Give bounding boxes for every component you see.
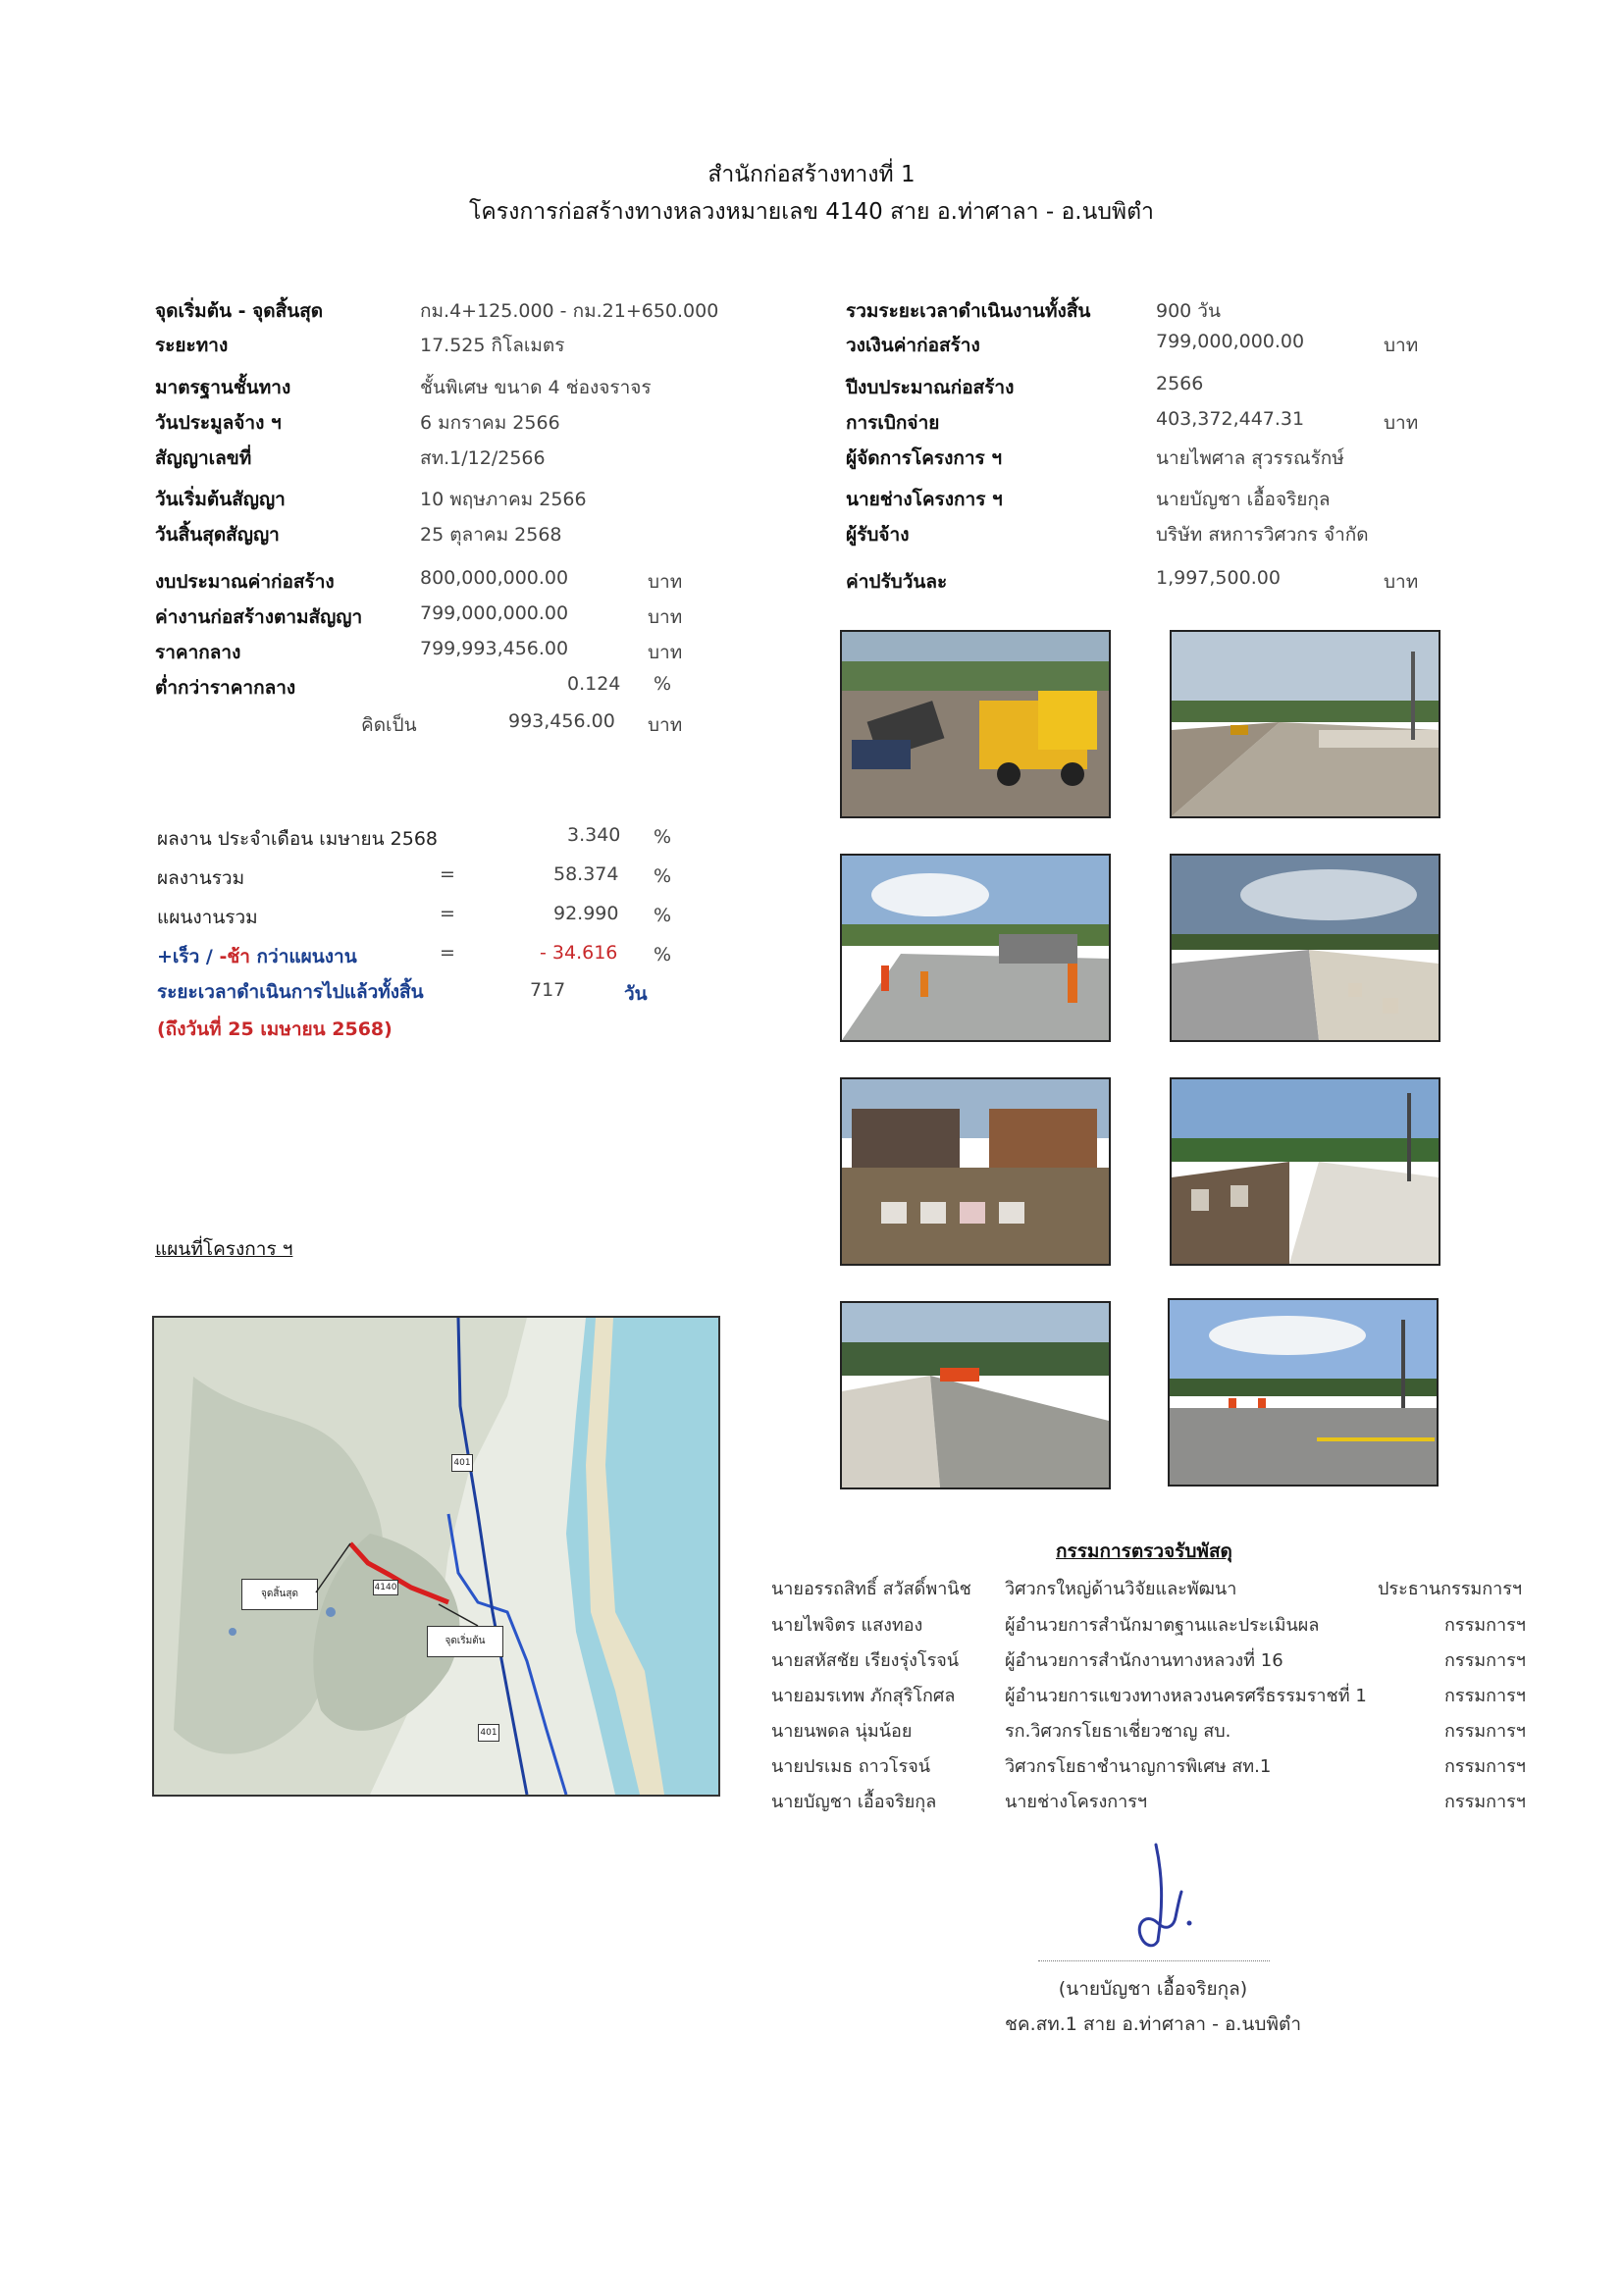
signature-line bbox=[1038, 1960, 1270, 1961]
ahead-behind-unit: % bbox=[654, 944, 672, 965]
monthly-progress-value: 3.340 bbox=[567, 824, 621, 846]
equivalent-label: คิดเป็น bbox=[361, 714, 417, 736]
committee-member-position: ผู้อำนวยการสำนักงานทางหลวงที่ 16 bbox=[1005, 1650, 1283, 1671]
construction-amount-unit: บาท bbox=[1384, 335, 1419, 356]
equivalent-unit: บาท bbox=[648, 714, 683, 736]
committee-member-name: นายสหัสชัย เรียงรุ่งโรจน์ bbox=[771, 1650, 960, 1671]
monthly-progress-unit: % bbox=[654, 826, 672, 848]
committee-member-name: นายนพดล นุ่มน้อย bbox=[771, 1721, 913, 1742]
ahead-behind-value: - 34.616 bbox=[540, 942, 618, 964]
start-end-value: กม.4+125.000 - กม.21+650.000 bbox=[420, 300, 719, 322]
contract-no-label: สัญญาเลขที่ bbox=[155, 447, 252, 469]
map-heading: แผนที่โครงการ ฯ bbox=[155, 1238, 293, 1260]
plan-progress-unit: % bbox=[654, 905, 672, 926]
disbursement-unit: บาท bbox=[1384, 412, 1419, 434]
median-price-label: ราคากลาง bbox=[155, 642, 241, 663]
site-photo-completed-lanes bbox=[1170, 854, 1440, 1042]
highway-401-marker-bottom: 401 bbox=[478, 1724, 499, 1742]
site-photo-concrete-paving-crew bbox=[840, 854, 1111, 1042]
committee-member-name: นายปรเมธ ถาวโรจน์ bbox=[771, 1756, 931, 1777]
contract-end-value: 25 ตุลาคม 2568 bbox=[420, 524, 562, 546]
ahead-behind-eq: = bbox=[440, 942, 455, 964]
contract-value-unit: บาท bbox=[648, 606, 683, 628]
elapsed-unit: วัน bbox=[624, 983, 648, 1005]
distance-value: 17.525 กิโลเมตร bbox=[420, 335, 565, 356]
plan-progress-eq: = bbox=[440, 903, 455, 924]
committee-member-position: วิศวกรใหญ่ด้านวิจัยและพัฒนา bbox=[1005, 1579, 1237, 1599]
end-point-label: จุดสิ้นสุด bbox=[241, 1579, 318, 1610]
ahead-text: +เร็ว bbox=[157, 946, 200, 967]
committee-member-role: ประธานกรรมการฯ bbox=[1378, 1579, 1523, 1599]
route-4140-marker: 4140 bbox=[373, 1580, 398, 1595]
penalty-value: 1,997,500.00 bbox=[1156, 567, 1281, 589]
separator-text: / bbox=[199, 946, 220, 967]
committee-member-name: นายอรรถสิทธิ์ สวัสดิ์พานิช bbox=[771, 1579, 971, 1599]
vs-plan-text: กว่าแผนงาน bbox=[249, 946, 357, 967]
median-price-unit: บาท bbox=[648, 642, 683, 663]
contractor-label: ผู้รับจ้าง bbox=[846, 524, 910, 546]
highway-401-marker-top: 401 bbox=[451, 1454, 473, 1472]
duration-value: 900 วัน bbox=[1156, 300, 1221, 322]
budget-unit: บาท bbox=[648, 571, 683, 593]
fiscal-year-value: 2566 bbox=[1156, 373, 1204, 394]
distance-label: ระยะทาง bbox=[155, 335, 229, 356]
site-photo-road-barriers bbox=[1170, 630, 1440, 818]
committee-member-position: รก.วิศวกรโยธาเชี่ยวชาญ สบ. bbox=[1005, 1721, 1231, 1742]
office-title: สำนักก่อสร้างทางที่ 1 bbox=[707, 162, 916, 187]
committee-member-role: กรรมการฯ bbox=[1444, 1721, 1526, 1742]
elapsed-value: 717 bbox=[530, 979, 566, 1001]
penalty-label: ค่าปรับวันละ bbox=[846, 571, 948, 593]
signer-title: ชค.สท.1 สาย อ.ท่าศาลา - อ.นบพิตำ bbox=[1004, 2013, 1302, 2035]
duration-label: รวมระยะเวลาดำเนินงานทั้งสิ้น bbox=[846, 300, 1091, 322]
committee-member-position: ผู้อำนวยการสำนักมาตฐานและประเมินผล bbox=[1005, 1615, 1320, 1636]
handwritten-signature bbox=[1119, 1833, 1217, 1960]
total-progress-value: 58.374 bbox=[553, 863, 619, 885]
road-standard-value: ชั้นพิเศษ ขนาด 4 ช่องจราจร bbox=[420, 377, 652, 398]
site-photo-curb-and-lane bbox=[1170, 1077, 1440, 1266]
bid-date-label: วันประมูลจ้าง ฯ bbox=[155, 412, 282, 434]
committee-member-role: กรรมการฯ bbox=[1444, 1792, 1526, 1812]
label-leader-lines bbox=[154, 1318, 718, 1795]
contractor-value: บริษัท สหการวิศวกร จำกัด bbox=[1156, 524, 1369, 546]
elapsed-label: ระยะเวลาดำเนินการไปแล้วทั้งสิ้น bbox=[157, 981, 424, 1003]
site-photo-paving-machine-truck bbox=[840, 630, 1111, 818]
project-engineer-value: นายบัญชา เอื้อจริยกุล bbox=[1156, 489, 1331, 510]
committee-member-role: กรรมการฯ bbox=[1444, 1650, 1526, 1671]
committee-member-position: นายช่างโครงการฯ bbox=[1005, 1792, 1148, 1812]
contract-end-label: วันสิ้นสุดสัญญา bbox=[155, 524, 280, 546]
construction-amount-value: 799,000,000.00 bbox=[1156, 331, 1305, 352]
road-standard-label: มาตรฐานชั้นทาง bbox=[155, 377, 291, 398]
project-engineer-label: นายช่างโครงการ ฯ bbox=[846, 489, 1003, 510]
project-map bbox=[152, 1316, 720, 1797]
committee-heading: กรรมการตรวจรับพัสดุ bbox=[1056, 1540, 1232, 1562]
below-median-label: ต่ำกว่าราคากลาง bbox=[155, 677, 296, 699]
signer-name: (นายบัญชา เอื้อจริยกุล) bbox=[1058, 1978, 1248, 2000]
project-title: โครงการก่อสร้างทางหลวงหมายเลข 4140 สาย อ.ท่าศาลา - อ.นบพิตำ bbox=[469, 199, 1154, 225]
budget-label: งบประมาณค่าก่อสร้าง bbox=[155, 571, 335, 593]
median-price-value: 799,993,456.00 bbox=[420, 638, 569, 659]
committee-member-position: ผู้อำนวยการแขวงทางหลวงนครศรีธรรมราชที่ 1 bbox=[1005, 1686, 1367, 1706]
site-photo-road-with-signs bbox=[1168, 1298, 1439, 1487]
contract-start-label: วันเริ่มต้นสัญญา bbox=[155, 489, 286, 510]
penalty-unit: บาท bbox=[1384, 571, 1419, 593]
committee-member-name: นายบัญชา เอื้อจริยกุล bbox=[771, 1792, 937, 1812]
project-manager-label: ผู้จัดการโครงการ ฯ bbox=[846, 447, 1003, 469]
equivalent-value: 993,456.00 bbox=[508, 710, 615, 732]
start-point-label: จุดเริ่มต้น bbox=[427, 1626, 503, 1657]
monthly-progress-label: ผลงาน ประจำเดือน เมษายน 2568 bbox=[157, 828, 439, 850]
start-end-label: จุดเริ่มต้น - จุดสิ้นสุด bbox=[155, 300, 324, 322]
committee-member-name: นายไพจิตร แสงทอง bbox=[771, 1615, 923, 1636]
construction-amount-label: วงเงินค่าก่อสร้าง bbox=[846, 335, 980, 356]
total-progress-eq: = bbox=[440, 863, 455, 885]
plan-progress-value: 92.990 bbox=[553, 903, 619, 924]
total-progress-label: ผลงานรวม bbox=[157, 867, 245, 889]
budget-value: 800,000,000.00 bbox=[420, 567, 569, 589]
site-photo-drainage-work bbox=[840, 1077, 1111, 1266]
contract-start-value: 10 พฤษภาคม 2566 bbox=[420, 489, 587, 510]
behind-text: -ช้า bbox=[219, 946, 250, 967]
below-median-unit: % bbox=[654, 673, 672, 695]
contract-value-label: ค่างานก่อสร้างตามสัญญา bbox=[155, 606, 363, 628]
contract-no-value: สท.1/12/2566 bbox=[420, 447, 546, 469]
fiscal-year-label: ปีงบประมาณก่อสร้าง bbox=[846, 377, 1015, 398]
disbursement-value: 403,372,447.31 bbox=[1156, 408, 1305, 430]
as-of-date: (ถึงวันที่ 25 เมษายน 2568) bbox=[157, 1018, 393, 1040]
contract-value-value: 799,000,000.00 bbox=[420, 602, 569, 624]
below-median-value: 0.124 bbox=[567, 673, 621, 695]
committee-member-role: กรรมการฯ bbox=[1444, 1756, 1526, 1777]
ahead-behind-label bbox=[157, 942, 357, 971]
committee-member-name: นายอมรเทพ ภักสุริโกศล bbox=[771, 1686, 956, 1706]
plan-progress-label: แผนงานรวม bbox=[157, 907, 258, 928]
project-manager-value: นายไพศาล สุวรรณรักษ์ bbox=[1156, 447, 1344, 469]
site-photo-lane-pouring bbox=[840, 1301, 1111, 1489]
committee-member-position: วิศวกรโยธาชำนาญการพิเศษ สท.1 bbox=[1005, 1756, 1272, 1777]
bid-date-value: 6 มกราคม 2566 bbox=[420, 412, 560, 434]
total-progress-unit: % bbox=[654, 865, 672, 887]
disbursement-label: การเบิกจ่าย bbox=[846, 412, 940, 434]
committee-member-role: กรรมการฯ bbox=[1444, 1686, 1526, 1706]
committee-member-role: กรรมการฯ bbox=[1444, 1615, 1526, 1636]
